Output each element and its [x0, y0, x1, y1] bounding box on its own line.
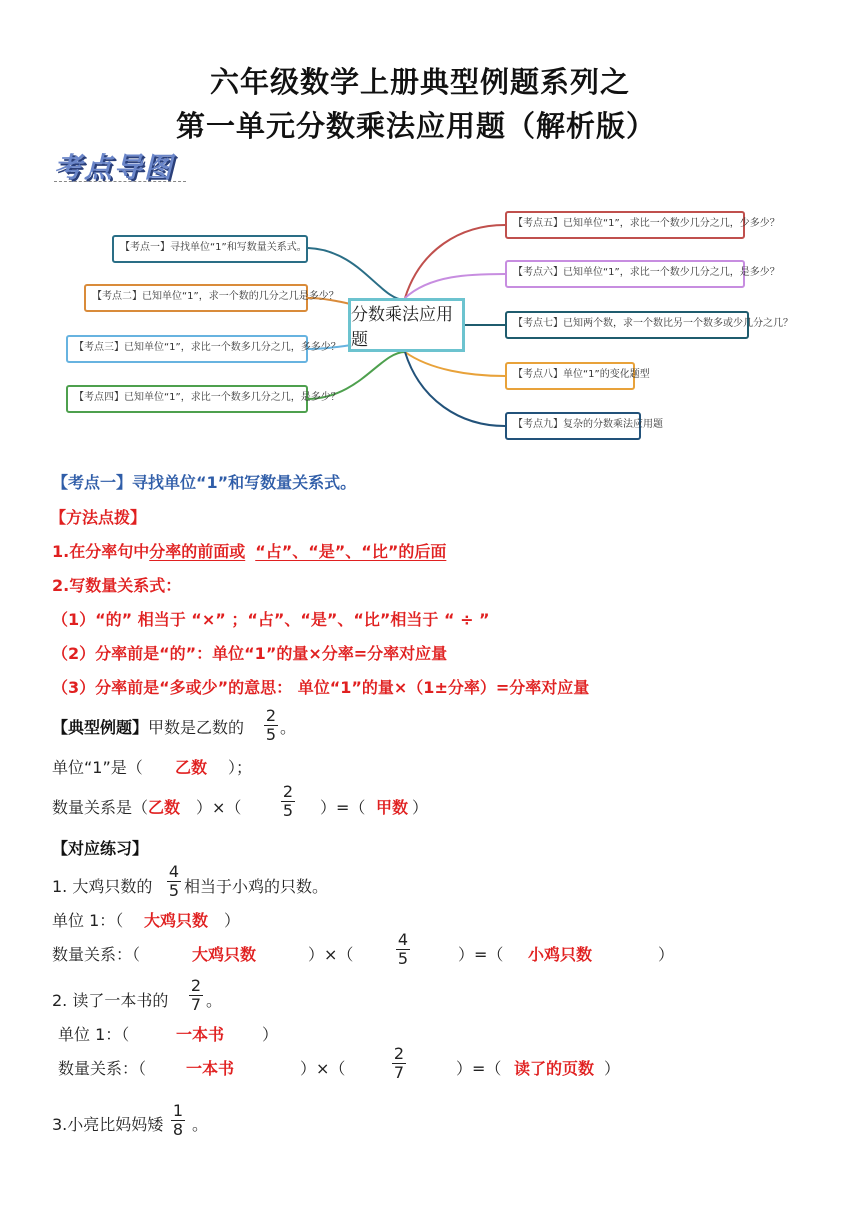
- practice-1-rel-mid1: ）×（: [308, 945, 354, 964]
- rule-3: （3）分率前是“多或少”的意思： 单位“1”的量×（1±分率）=分率对应量: [52, 678, 590, 697]
- practice-1-rel-fraction: $\frac{4}{5}$: [397, 930, 409, 968]
- example-unit-answer: 乙数: [175, 758, 208, 777]
- practice-1-rel-label: 数量关系：（: [52, 945, 141, 964]
- example-question: [52, 715, 244, 738]
- method-1-underline-a: 分率的前面或: [149, 542, 246, 561]
- example-rel-close: ）: [412, 798, 429, 817]
- kaodian-header: 考点导图: [54, 151, 175, 184]
- example-text-before: 甲数是乙数的: [148, 718, 245, 737]
- practice-2-rel-fraction: $\frac{2}{7}$: [393, 1044, 405, 1082]
- mindmap-node-2: 【考点二】已知单位“1”，求一个数的几分之几是多少？: [84, 284, 308, 312]
- mindmap-node-4: 【考点四】已知单位“1”，求比一个数多几分之几，是多少？: [66, 385, 308, 413]
- method-1-underline-b: “占”、“是”、“比”的后面: [255, 542, 447, 561]
- method-1: [52, 539, 446, 562]
- method-1-prefix: 1.在分率句中: [52, 542, 150, 561]
- example-rel-mid2: ）=（: [320, 798, 366, 817]
- practice-1-rel-b: 小鸡只数: [528, 945, 593, 964]
- practice-1-question-after: 相当于小鸡的只数。: [184, 877, 329, 896]
- practice-2-rel-mid2: ）=（: [456, 1059, 502, 1078]
- practice-2-question-before: 2. 读了一本书的: [52, 991, 169, 1010]
- practice-2-rel-b: 读了的页数: [514, 1059, 595, 1078]
- example-rel-label: 数量关系是（: [52, 798, 149, 817]
- example-rel-mid1: ）×（: [196, 798, 242, 817]
- example-unit-label: 单位“1”是（: [52, 758, 143, 777]
- method-2: 2.写数量关系式：: [52, 576, 182, 595]
- practice-1-rel-close: ）: [658, 945, 675, 964]
- mindmap-node-8: 【考点八】单位“1”的变化题型: [505, 362, 635, 390]
- title-line1: 六年级数学上册典型例题系列之: [210, 65, 631, 99]
- practice-2-rel-mid1: ）×（: [300, 1059, 346, 1078]
- practice-1-fraction: $\frac{4}{5}$: [168, 862, 180, 900]
- section1-heading: 【考点一】寻找单位“1”和写数量关系式。: [52, 473, 357, 492]
- rule-1: （1）“的” 相当于 “×” ；“占”、“是”、“比”相当于 “ ÷ ”: [52, 610, 490, 629]
- example-fraction: $\frac{2}{5}$: [265, 706, 277, 744]
- mindmap-node-6: 【考点六】已知单位“1”，求比一个数少几分之几，是多少？: [505, 260, 745, 288]
- practice-2-rel-a: 一本书: [186, 1059, 235, 1078]
- practice-2-unit-close: ）: [262, 1025, 279, 1044]
- rule-2: （2）分率前是“的”：单位“1”的量×分率=分率对应量: [52, 644, 448, 663]
- mindmap-node-7: 【考点七】已知两个数，求一个数比另一个数多或少几分之几？: [505, 311, 749, 339]
- mindmap-node-1: 【考点一】寻找单位“1”和写数量关系式。: [112, 235, 308, 263]
- practice-1-unit-answer: 大鸡只数: [144, 911, 209, 930]
- practice-3-question-after: 。: [192, 1115, 209, 1134]
- method-title: 【方法点拨】: [50, 508, 147, 527]
- practice-1-rel-mid2: ）=（: [458, 945, 504, 964]
- example-rel-fraction: $\frac{2}{5}$: [282, 782, 294, 820]
- mindmap-node-3: 【考点三】已知单位“1”，求比一个数多几分之几，多多少？: [66, 335, 308, 363]
- practice-2-rel-label: 数量关系：（: [58, 1059, 147, 1078]
- practice-tag: 【对应练习】: [52, 839, 149, 858]
- practice-2-fraction: $\frac{2}{7}$: [190, 976, 202, 1014]
- mindmap-node-5: 【考点五】已知单位“1”，求比一个数少几分之几，少多少？: [505, 211, 745, 239]
- practice-2-unit-answer: 一本书: [176, 1025, 225, 1044]
- mindmap-center: 分数乘法应用题: [348, 298, 465, 352]
- example-rel-a: 乙数: [148, 798, 181, 817]
- example-rel-b: 甲数: [376, 798, 409, 817]
- practice-1-unit-close: ）: [224, 911, 241, 930]
- practice-1-rel-a: 大鸡只数: [192, 945, 257, 964]
- practice-3-fraction: $\frac{1}{8}$: [172, 1101, 184, 1139]
- practice-2-unit-label: 单位 1：（: [58, 1025, 130, 1044]
- example-text-after: 。: [280, 718, 297, 737]
- practice-1-question-before: 1. 大鸡只数的: [52, 877, 153, 896]
- example-tag: 【典型例题】: [52, 718, 149, 737]
- practice-3-question-before: 3.小亮比妈妈矮: [52, 1115, 164, 1134]
- practice-2-question-after: 。: [206, 991, 223, 1010]
- mindmap-node-9: 【考点九】复杂的分数乘法应用题: [505, 412, 641, 440]
- title-line2: 第一单元分数乘法应用题（解析版）: [176, 109, 657, 143]
- practice-1-unit-label: 单位 1：（: [52, 911, 124, 930]
- practice-2-rel-close: ）: [604, 1059, 621, 1078]
- example-unit-close: ）；: [228, 758, 253, 777]
